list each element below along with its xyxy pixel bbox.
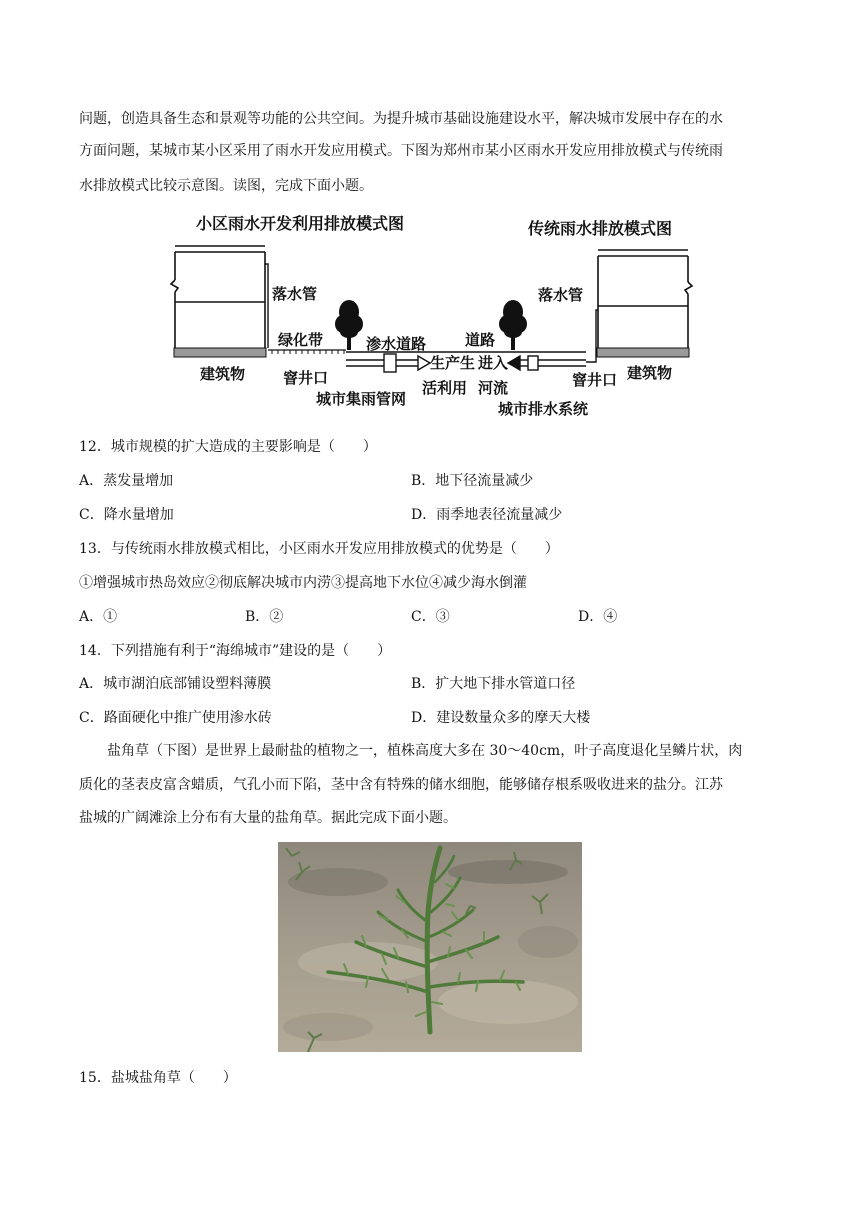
manhole-label-left: 窨井口: [283, 369, 329, 387]
right-building: [598, 250, 692, 348]
q13-option-b[interactable]: B．②: [245, 609, 284, 625]
passage2-line-1: 盐角草（下图）是世界上最耐盐的植物之一，植株高度大多在 30～40cm，叶子高度退化呈鳞片状，肉: [107, 743, 743, 759]
diagram-title-left: 小区雨水开发利用排放模式图: [196, 214, 405, 233]
diagram-title-right: 传统雨水排放模式图: [528, 219, 673, 238]
q12-stem: 12．城市规模的扩大造成的主要影响是（ ）: [79, 439, 377, 455]
q13-option-d[interactable]: D．④: [578, 609, 618, 625]
intro-line-1: 问题，创造具备生态和景观等功能的公共空间。为提升城市基础设施建设水平，解决城市发展中存在的水: [79, 111, 723, 127]
river-label: 河流: [478, 379, 509, 397]
q13-option-c[interactable]: C．③: [411, 609, 450, 625]
downpipe-label-left: 落水管: [272, 285, 318, 303]
q12-option-a[interactable]: A．蒸发量增加: [79, 473, 174, 489]
rain-collection-pipe: [346, 354, 430, 372]
drainage-pipe: [508, 356, 586, 370]
q14-option-b[interactable]: B．扩大地下排水管道口径: [411, 676, 576, 692]
q14-option-c[interactable]: C．路面硬化中推广使用渗水砖: [79, 710, 272, 726]
q14-option-a[interactable]: A．城市湖泊底部铺设塑料薄膜: [79, 676, 272, 692]
q13-items: ①增强城市热岛效应②彻底解决城市内涝③提高地下水位④减少海水倒灌: [79, 575, 527, 591]
rain-network-label: 城市集雨管网: [316, 390, 407, 408]
right-building-base: [597, 348, 689, 357]
green-belt-label: 绿化带: [278, 331, 324, 349]
passage2-line-2: 质化的茎表皮富含蜡质，气孔小而下陷，茎中含有特殊的储水细胞，能够储存根系吸收进来的盐分。江苏: [79, 777, 723, 793]
q13-option-a[interactable]: A．①: [79, 609, 118, 625]
intro-line-3: 水排放模式比较示意图。读图，完成下面小题。: [79, 178, 373, 194]
downpipe-label-right: 落水管: [538, 286, 584, 304]
drainage-system-label: 城市排水系统: [498, 400, 589, 418]
permeable-road-label: 渗水道路: [366, 335, 427, 353]
tree-icon-right: [499, 300, 527, 350]
q12-option-b[interactable]: B．地下径流量减少: [411, 473, 534, 489]
building-label-right: 建筑物: [627, 364, 673, 382]
rainwater-mode-diagram: [168, 212, 696, 424]
living-use-label: 活利用: [422, 379, 468, 397]
q12-option-d[interactable]: D．雨季地表径流量减少: [411, 507, 563, 523]
left-building: [171, 246, 265, 348]
tree-icon-left: [335, 300, 363, 350]
passage2-line-3: 盐城的广阔滩涂上分布有大量的盐角草。据此完成下面小题。: [79, 810, 457, 826]
q13-stem: 13．与传统雨水排放模式相比，小区雨水开发应用排放模式的优势是（ ）: [79, 541, 559, 557]
manhole-label-right: 窨井口: [572, 371, 618, 389]
q15-stem: 15．盐城盐角草（ ）: [79, 1070, 237, 1086]
q14-option-d[interactable]: D．建设数量众多的摩天大楼: [411, 710, 591, 726]
green-belt-ticks: [272, 350, 344, 354]
right-downpipe: [586, 310, 598, 362]
road-label: 道路: [465, 331, 496, 349]
production-label: 生产生: [430, 354, 476, 372]
building-label-left: 建筑物: [200, 365, 246, 383]
intro-line-2: 方面问题，某城市某小区采用了雨水开发应用模式。下图为郑州市某小区雨水开发应用排放模式与传统雨: [79, 143, 723, 159]
enter-label: 进入: [478, 354, 509, 372]
q14-stem: 14．下列措施有利于“海绵城市”建设的是（ ）: [79, 643, 392, 659]
salicornia-photo: [278, 842, 582, 1052]
q12-option-c[interactable]: C．降水量增加: [79, 507, 174, 523]
left-building-base: [174, 348, 266, 357]
